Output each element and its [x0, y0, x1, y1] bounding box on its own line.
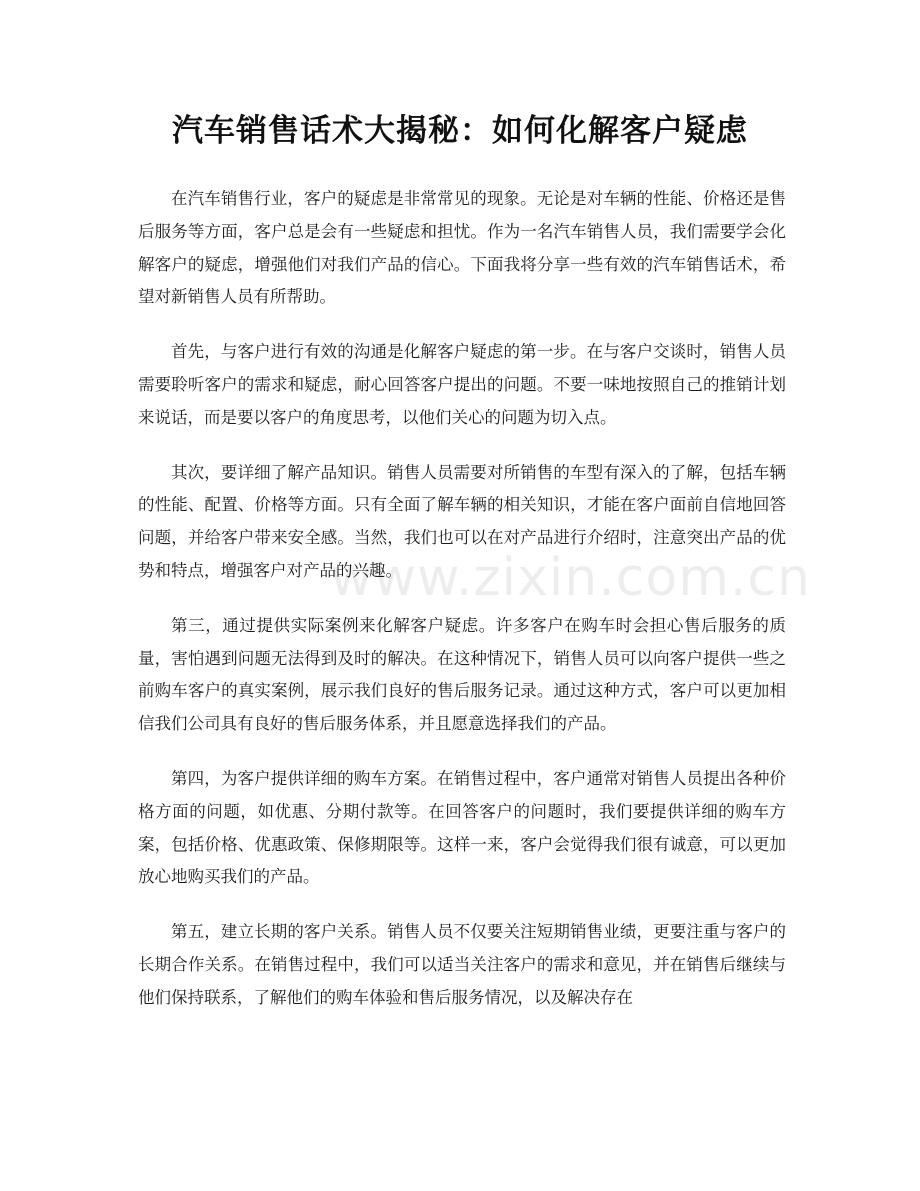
paragraph-1: 在汽车销售行业，客户的疑虑是非常常见的现象。无论是对车辆的性能、价格还是售后服务等方面，客户总是会有一些疑虑和担忧。作为一名汽车销售人员，我们需要学会化解客户的疑虑，增强他们对我们产品的信心。下面我将分享一些有效的汽车销售话术，希望对新销售人员有所帮助。	[138, 189, 786, 307]
paragraph-6: 第五，建立长期的客户关系。销售人员不仅要关注短期销售业绩，更要注重与客户的长期合作关系。在销售过程中，我们可以适当关注客户的需求和意见，并在销售后继续与他们保持联系，了解他们的购车体验和售后服务情况，以及解决存在	[138, 922, 786, 1007]
paragraph-5: 第四，为客户提供详细的购车方案。在销售过程中，客户通常对销售人员提出各种价格方面的问题，如优惠、分期付款等。在回答客户的问题时，我们要提供详细的购车方案，包括价格、优惠政策、保修期限等。这样一来，客户会觉得我们很有诚意，可以更加放心地购买我们的产品。	[138, 768, 786, 887]
paragraph-3: 其次，要详细了解产品知识。销售人员需要对所销售的车型有深入的了解，包括车辆的性能、配置、价格等方面。只有全面了解车辆的相关知识，才能在客户面前自信地回答问题，并给客户带来安全感。当然，我们也可以在对产品进行介绍时，注意突出产品的优势和特点，增强客户对产品的兴趣。	[138, 462, 786, 580]
document-title: 汽车销售话术大揭秘：如何化解客户疑虑	[172, 113, 748, 149]
document-body	[138, 183, 786, 1037]
paragraph-4: 第三，通过提供实际案例来化解客户疑虑。许多客户在购车时会担心售后服务的质量，害怕遇到问题无法得到及时的解决。在这种情况下，销售人员可以向客户提供一些之前购车客户的真实案例，展示我们良好的售后服务记录。通过这种方式，客户可以更加相信我们公司具有良好的售后服务体系，并且愿意选择我们的产品。	[138, 615, 786, 734]
watermark: www.zixin.com.cn	[330, 548, 811, 608]
paragraph-2: 首先，与客户进行有效的沟通是化解客户疑虑的第一步。在与客户交谈时，销售人员需要聆听客户的需求和疑虑，耐心回答客户提出的问题。不要一味地按照自己的推销计划来说话，而是要以客户的角度思考，以他们关心的问题为切入点。	[138, 342, 786, 427]
